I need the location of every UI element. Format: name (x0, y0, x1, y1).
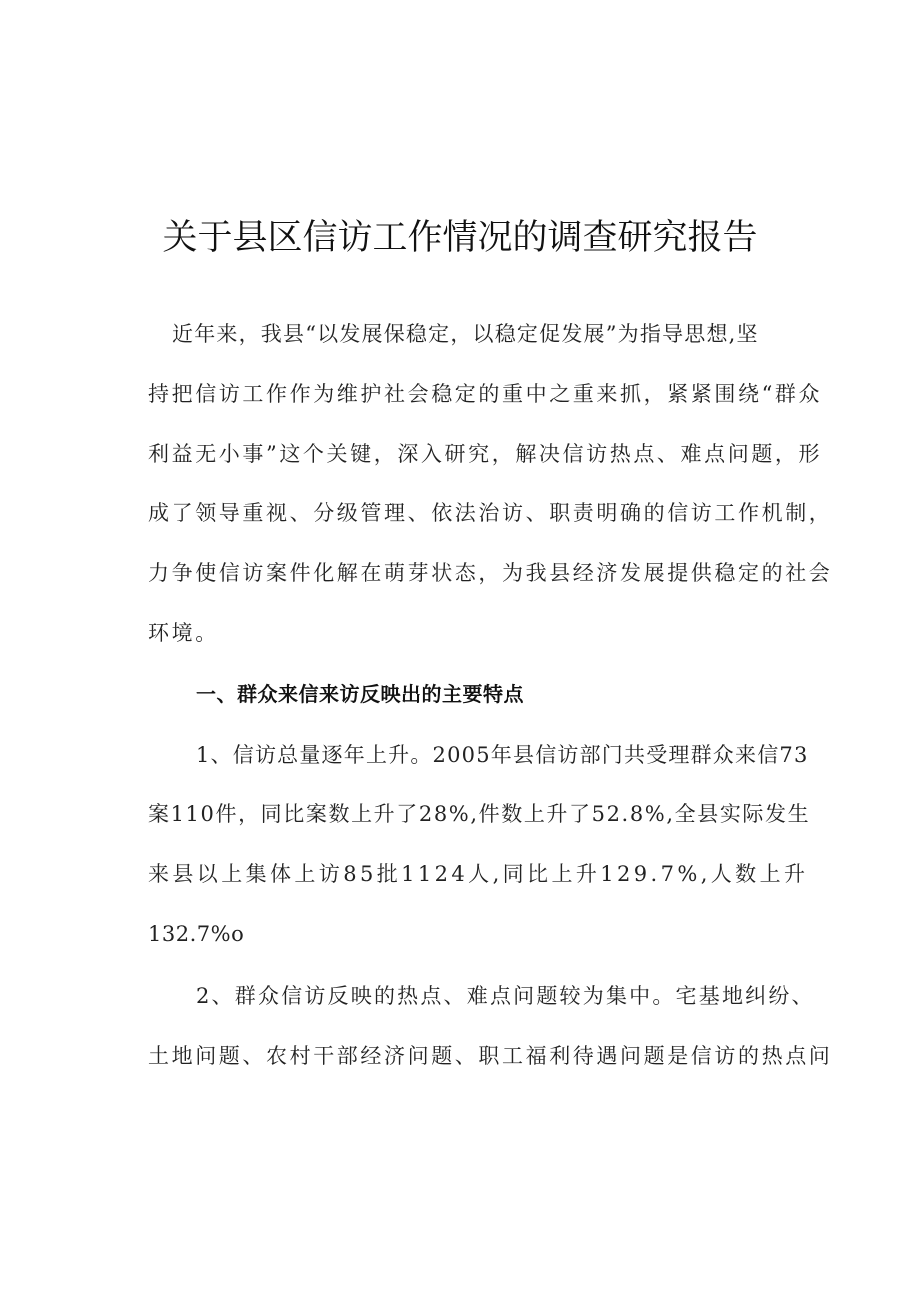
intro-line: 成了领导重视、分级管理、依法治访、职责明确的信访工作机制， (148, 501, 833, 525)
point-2-line: 2、群众信访反映的热点、难点问题较为集中。宅基地纠纷、 (196, 984, 815, 1008)
point-2-line: 土地问题、农村干部经济问题、职工福利待遇问题是信访的热点问 (148, 1044, 833, 1068)
intro-line: 持把信访工作作为维护社会稳定的重中之重来抓，紧紧围绕“群众 (148, 382, 823, 406)
point-1-line: 案110件，同比案数上升了28%,件数上升了52.8%,全县实际发生 (148, 802, 811, 826)
point-1-line: 132.7%o (148, 922, 245, 946)
point-1-line: 1、信访总量逐年上升。2005年县信访部门共受理群众来信73 (196, 743, 809, 767)
intro-line: 环境。 (148, 621, 219, 645)
intro-line: 力争使信访案件化解在萌芽状态，为我县经济发展提供稳定的社会 (148, 561, 833, 585)
document-title: 关于县区信访工作情况的调查研究报告 (162, 218, 758, 258)
point-1-line: 来县以上集体上访85批1124人,同比上升129.7%,人数上升 (148, 862, 809, 886)
section-heading: 一、群众来信来访反映出的主要特点 (196, 682, 524, 706)
intro-line: 近年来，我县“以发展保稳定，以稳定促发展”为指导思想,坚 (172, 322, 759, 346)
intro-line: 利益无小事”这个关键，深入研究，解决信访热点、难点问题，形 (148, 442, 823, 466)
